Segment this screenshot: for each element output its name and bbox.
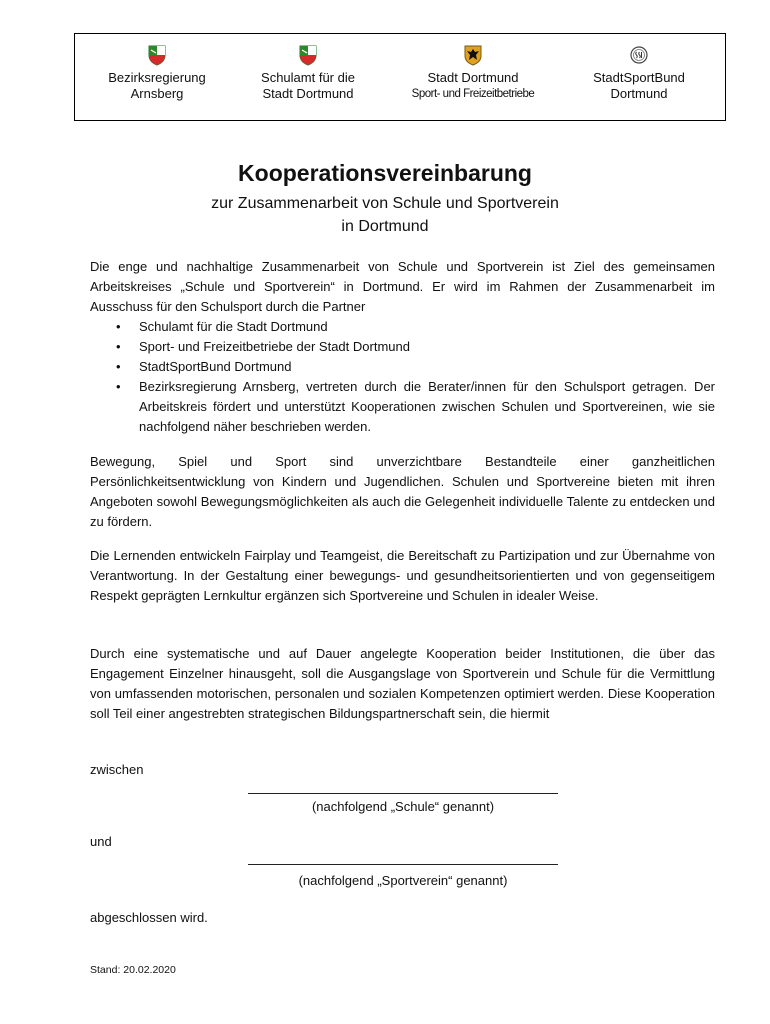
list-item: • Bezirksregierung Arnsberg, vertreten durch die Berater/innen für den Schulsport getragen. Der Arbeitskreis fördert und unterstützt Kooperationen zwischen Schulen und Sportvereinen, wie sie nachfolgend näher beschrieben werden. [139, 377, 715, 437]
partner-bezirksregierung [77, 44, 237, 102]
and-label: und [90, 834, 112, 849]
partner-header-box [74, 33, 726, 121]
partner-name: StadtSportBund [593, 70, 685, 85]
document-subtitle [0, 192, 770, 238]
list-item: • StadtSportBund Dortmund [139, 357, 715, 377]
list-item: • Sport- und Freizeitbetriebe der Stadt Dortmund [139, 337, 715, 357]
between-label: zwischen [90, 762, 144, 777]
list-item: • Schulamt für die Stadt Dortmund [139, 317, 715, 337]
intro-section [90, 257, 715, 437]
closing-text: abgeschlossen wird. [90, 910, 208, 925]
school-caption: (nachfolgend „Schule“ genannt) [311, 799, 495, 814]
partner-sub: Stadt Dortmund [262, 86, 354, 101]
partner-sub: Dortmund [610, 86, 668, 101]
partner-sub: Arnsberg [130, 86, 184, 101]
nrw-coat-of-arms-icon [146, 44, 168, 66]
partner-stadtsportbund [559, 44, 719, 102]
partner-list [90, 317, 715, 437]
partner-name: Schulamt für die [261, 70, 355, 85]
partner-schulamt [228, 44, 388, 102]
ssb-logo-icon [628, 44, 650, 66]
paragraph-text: Bewegung, Spiel und Sport sind unverzichtbare Bestandteile einer ganzheitlichen Persönlichkeitsentwicklung von Kindern und Jugendlichen. Schulen und Sportvereine bieten mit ihren Angeboten sowohl Bewegungsmöglichkeiten als auch die Gelegenheit individuelle Talente zu entdecken und zu fördern. [90, 454, 715, 529]
intro-paragraph: Die enge und nachhaltige Zusammenarbeit von Schule und Sportverein ist Ziel des gemeinsamen Arbeitskreises „Schule und Sportverein“ in Dortmund. Er wird im Rahmen der Zusammenarbeit im Ausschuss für den Schulsport durch die Partner [90, 259, 715, 314]
footer-date: Stand: 20.02.2020 [90, 964, 176, 976]
partner-sub: Sport- und Freizeitbetriebe [411, 88, 535, 100]
subtitle-line: in Dortmund [341, 218, 429, 235]
nrw-coat-of-arms-icon [297, 44, 319, 66]
paragraph-text: Durch eine systematische und auf Dauer angelegte Kooperation beider Institutionen, die über das Engagement Einzelner hinausgeht, soll die Ausgangslage von Sportverein und Schule für die Vermittlung von umfassenden motorischen, personalen und sozialen Kompetenzen optimiert werden. Diese Kooperation soll Teil einer angestrebten strategischen Bildungspartnerschaft sein, die hiermit [90, 646, 715, 721]
club-name-field[interactable] [248, 864, 558, 865]
document-title: Kooperationsvereinbarung [238, 160, 532, 186]
paragraph-cooperation [90, 644, 715, 724]
club-caption: (nachfolgend „Sportverein“ genannt) [298, 873, 508, 888]
partner-stadt-dortmund [393, 44, 553, 102]
paragraph-text: Die Lernenden entwickeln Fairplay und Teamgeist, die Bereitschaft zu Partizipation und zur Übernahme von Verantwortung. In der Gestaltung einer bewegungs- und gesundheitsorientierten und von gegenseitigem Respekt geprägten Lernkultur ergänzen sich Sportvereine und Schulen in idealer Weise. [90, 548, 715, 603]
paragraph-learners [90, 546, 715, 606]
partner-name: Stadt Dortmund [427, 70, 519, 85]
dortmund-eagle-icon [462, 44, 484, 66]
subtitle-line: zur Zusammenarbeit von Schule und Sportverein [211, 195, 559, 212]
paragraph-movement [90, 452, 715, 532]
partner-name: Bezirksregierung [108, 70, 206, 85]
school-name-field[interactable] [248, 793, 558, 794]
